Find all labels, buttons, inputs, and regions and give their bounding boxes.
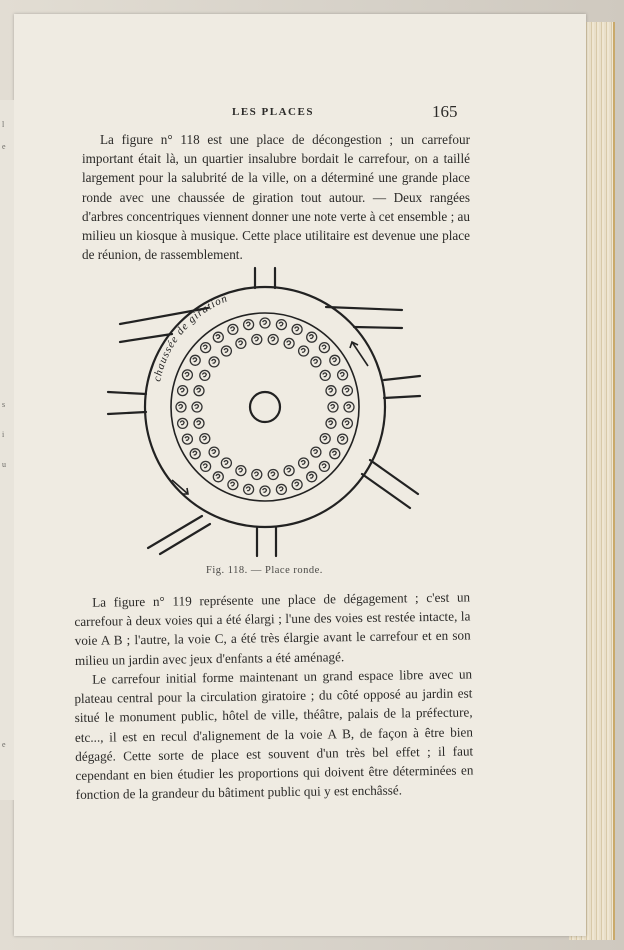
tree-scribble xyxy=(329,388,333,392)
tree-scribble xyxy=(197,388,201,392)
tree-scribble xyxy=(238,341,242,345)
tree-icon xyxy=(319,343,329,353)
tree-scribble xyxy=(295,327,299,331)
tree-scribble xyxy=(279,322,283,326)
figure-caption: Fig. 118. — Place ronde. xyxy=(206,565,323,576)
tree-scribble xyxy=(180,388,184,392)
tree-icon xyxy=(284,338,294,348)
tree-icon xyxy=(200,434,210,444)
tree-icon xyxy=(326,386,336,396)
tree-scribble xyxy=(323,436,327,440)
tree-scribble xyxy=(323,373,327,377)
paragraph-fig-119: La figure n° 119 représente une place de dégagement ; c'est un carrefour à deux voies qui a été élargi ; l'une des voies est restée intacte, la voie A B ; l'autre, la voie C, a été très élargie avant le carrefour et en son milieu un jardin avec jeux d'enfants a été aménagé. xyxy=(74,589,471,668)
tree-scribble xyxy=(263,489,267,493)
running-header xyxy=(0,100,624,120)
tree-scribble xyxy=(322,345,326,349)
tree-icon xyxy=(228,324,238,334)
tree-scribble xyxy=(263,321,267,325)
tree-scribble xyxy=(309,335,313,339)
tree-icon xyxy=(236,466,246,476)
paragraph-fig-118: La figure n° 118 est une place de décongestion ; un carrefour important était là, un quartier insalubre bordait le carrefour, on a taillé largement pour la salubrité de la ville, on a déterminé une grande place ronde avec une chaussée de giration tout autour. — Deux rangées d'arbres concentriques viennent donner une note verte à cet ensemble ; au milieu un kiosque à musique. Cette place utilitaire est devenue une place de réunion, de rassemblement. xyxy=(82,132,470,263)
tree-icon xyxy=(320,434,330,444)
tree-scribble xyxy=(347,405,351,409)
tree-scribble xyxy=(185,372,189,376)
tree-scribble xyxy=(216,335,220,339)
tree-scribble xyxy=(224,349,228,353)
inner-ring xyxy=(171,313,359,501)
tree-icon xyxy=(307,332,317,342)
tree-icon xyxy=(299,346,309,356)
tree-icon xyxy=(194,418,204,428)
tree-icon xyxy=(213,472,223,482)
tree-scribble xyxy=(271,337,275,341)
tree-scribble xyxy=(301,461,305,465)
tree-icon xyxy=(244,320,254,330)
road-label: chaussée de giration xyxy=(151,292,230,383)
tree-icon xyxy=(182,370,192,380)
tree-icon xyxy=(252,335,262,345)
tree-scribble xyxy=(345,388,349,392)
tree-scribble xyxy=(216,474,220,478)
tree-icon xyxy=(330,449,340,459)
tree-icon xyxy=(200,370,210,380)
tree-scribble xyxy=(254,472,258,476)
tree-scribble xyxy=(287,468,291,472)
tree-icon xyxy=(319,461,329,471)
kiosk-circle-icon xyxy=(250,392,280,422)
tree-icon xyxy=(182,434,192,444)
tree-scribble xyxy=(295,482,299,486)
tree-icon xyxy=(209,447,219,457)
tree-icon xyxy=(244,484,254,494)
tree-icon xyxy=(190,355,200,365)
tree-icon xyxy=(228,480,238,490)
tree-scribble xyxy=(301,349,305,353)
tree-icon xyxy=(201,343,211,353)
tree-icon xyxy=(213,332,223,342)
running-title: LES PLACES xyxy=(232,106,314,118)
tree-icon xyxy=(192,402,202,412)
tree-icon xyxy=(201,461,211,471)
tree-scribble xyxy=(287,341,291,345)
tree-icon xyxy=(320,370,330,380)
tree-icon xyxy=(326,418,336,428)
tree-scribble xyxy=(230,482,234,486)
tree-scribble xyxy=(212,359,216,363)
tree-icon xyxy=(284,466,294,476)
tree-scribble xyxy=(279,487,283,491)
tree-scribble xyxy=(193,451,197,455)
tree-icon xyxy=(338,370,348,380)
tree-icon xyxy=(311,447,321,457)
figure-place-ronde xyxy=(100,262,430,562)
tree-scribble xyxy=(193,358,197,362)
tree-icon xyxy=(268,335,278,345)
tree-icon xyxy=(221,346,231,356)
tree-scribble xyxy=(254,337,258,341)
tree-icon xyxy=(338,434,348,444)
tree-icon xyxy=(194,386,204,396)
tree-scribble xyxy=(340,372,344,376)
tree-icon xyxy=(292,324,302,334)
tree-icon xyxy=(221,458,231,468)
svg-text:chaussée de giration xyxy=(151,292,229,382)
tree-icon xyxy=(276,484,286,494)
tree-scribble xyxy=(185,437,189,441)
tree-scribble xyxy=(203,464,207,468)
tree-scribble xyxy=(203,345,207,349)
tree-scribble xyxy=(322,464,326,468)
tree-icon xyxy=(260,486,270,496)
tree-scribble xyxy=(329,421,333,425)
tree-scribble xyxy=(197,421,201,425)
tree-icon xyxy=(330,355,340,365)
previous-page-edge: l e s i u e xyxy=(0,100,14,800)
tree-scribble xyxy=(238,468,242,472)
tree-icon xyxy=(268,470,278,480)
tree-icon xyxy=(176,402,186,412)
tree-icon xyxy=(178,418,188,428)
tree-scribble xyxy=(212,450,216,454)
tree-icon xyxy=(260,318,270,328)
tree-scribble xyxy=(246,322,250,326)
tree-scribble xyxy=(230,327,234,331)
tree-icon xyxy=(307,472,317,482)
tree-scribble xyxy=(180,421,184,425)
tree-scribble xyxy=(309,474,313,478)
tree-scribble xyxy=(271,472,275,476)
tree-scribble xyxy=(340,437,344,441)
tree-icon xyxy=(252,470,262,480)
tree-scribble xyxy=(195,405,199,409)
tree-scribble xyxy=(332,451,336,455)
tree-icon xyxy=(292,480,302,490)
tree-icon xyxy=(178,386,188,396)
tree-scribble xyxy=(246,487,250,491)
tree-scribble xyxy=(332,358,336,362)
tree-scribble xyxy=(179,405,183,409)
tree-icon xyxy=(342,386,352,396)
tree-scribble xyxy=(331,405,335,409)
tree-scribble xyxy=(345,421,349,425)
tree-icon xyxy=(236,338,246,348)
tree-scribble xyxy=(202,436,206,440)
tree-scribble xyxy=(313,450,317,454)
tree-scribble xyxy=(313,359,317,363)
paragraph-carrefour: Le carrefour initial forme maintenant un grand espace libre avec un plateau central pour la circulation giratoire ; du côté opposé au jardin est situé le monument public, hôtel de ville, théâtre, palais de la préfecture, etc..., il est en recul d'alignement de la voie A B, de façon à être bien dégagé. Cette sorte de place est souvent d'un très bel effet ; il faut cependant en bien étudier les proportions qui doivent être déterminées en fonction de la grandeur du bâtiment public qui y est enchâssé. xyxy=(74,666,474,803)
tree-icon xyxy=(276,320,286,330)
tree-icon xyxy=(299,458,309,468)
tree-icon xyxy=(342,418,352,428)
tree-icon xyxy=(209,357,219,367)
tree-icon xyxy=(328,402,338,412)
tree-scribble-icon xyxy=(176,318,354,496)
tree-icon xyxy=(190,449,200,459)
tree-icon xyxy=(344,402,354,412)
tree-scribble xyxy=(224,461,228,465)
tree-icon xyxy=(311,357,321,367)
page-number: 165 xyxy=(432,102,458,121)
tree-scribble xyxy=(202,373,206,377)
